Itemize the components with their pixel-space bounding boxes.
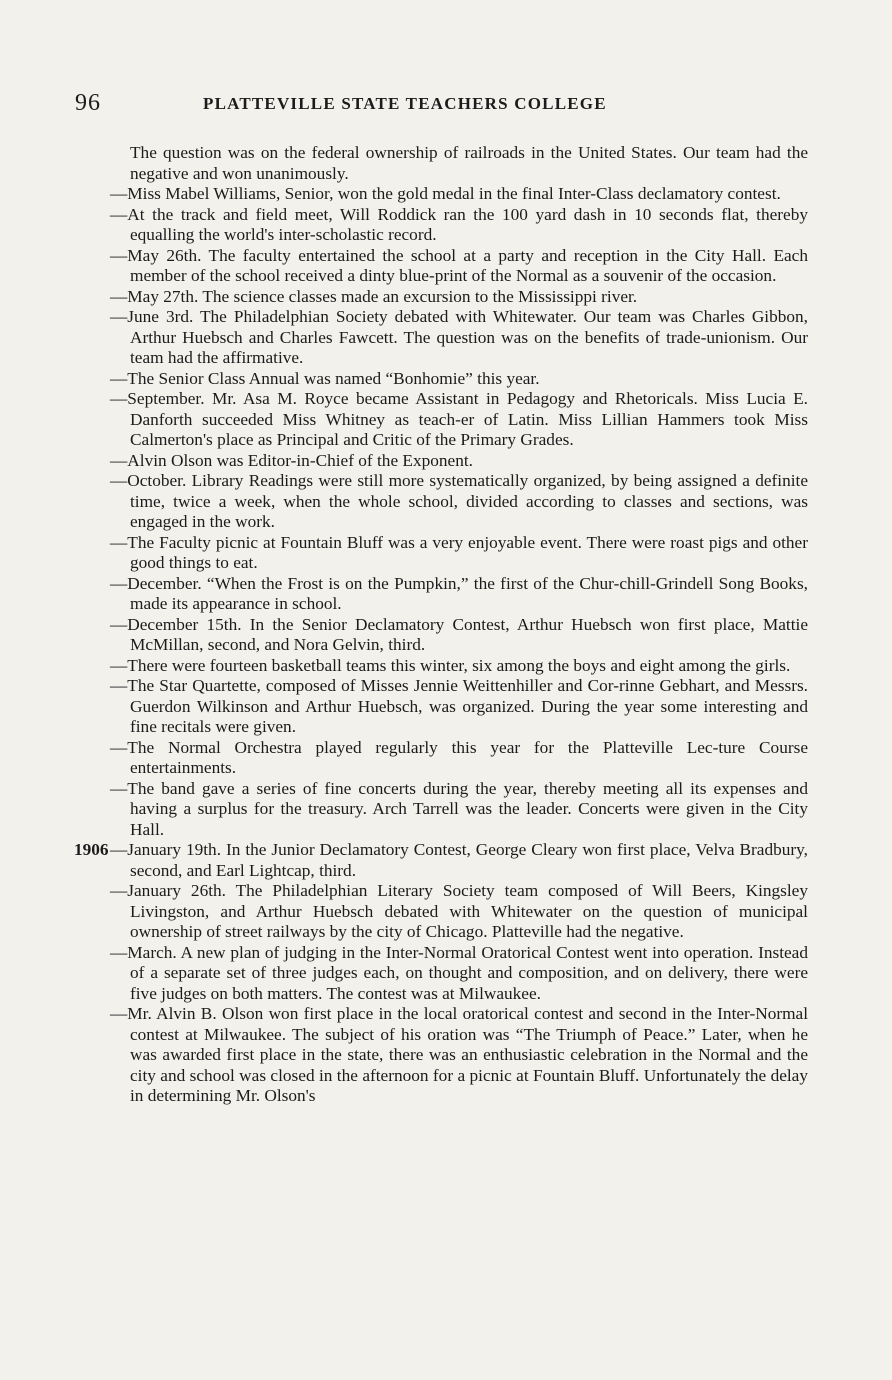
year-marker: 1906 bbox=[74, 840, 109, 859]
chronicle-entry bbox=[110, 778, 808, 841]
entry-text: —There were fourteen basketball teams this winter, six among the boys and eight among the girls. bbox=[110, 655, 791, 675]
chronicle-entry bbox=[110, 573, 808, 615]
chronicle-entry bbox=[110, 286, 808, 308]
entry-text: —The Normal Orchestra played regularly this year for the Platteville Lec-ture Course entertainments. bbox=[110, 737, 808, 777]
entry-text: —The band gave a series of fine concerts during the year, thereby meeting all its expenses and having a surplus for the treasury. Arch Tarrell was the leader. Concerts were given in the City Hall. bbox=[110, 778, 808, 839]
chronicle-entry bbox=[110, 942, 808, 1005]
entry-text: The question was on the federal ownership of railroads in the United States. Our team had the negative and won unanimously. bbox=[130, 143, 808, 183]
chronicle-entry bbox=[110, 532, 808, 574]
entry-text: —December 15th. In the Senior Declamatory Contest, Arthur Huebsch won first place, Mattie McMillan, second, and Nora Gelvin, third. bbox=[110, 614, 808, 654]
running-title: PLATTEVILLE STATE TEACHERS COLLEGE bbox=[203, 94, 607, 113]
entry-text: —The Senior Class Annual was named “Bonhomie” this year. bbox=[110, 368, 540, 388]
chronicle-entry bbox=[110, 184, 808, 205]
entry-text: —June 3rd. The Philadelphian Society debated with Whitewater. Our team was Charles Gibbon, Arthur Huebsch and Charles Fawcett. The question was on the benefits of trade-unionism. Our team had the affirmative. bbox=[110, 307, 808, 367]
chronicle-entry bbox=[74, 840, 808, 881]
entry-text: —Mr. Alvin B. Olson won first place in the local oratorical contest and second in the Inter-Normal contest at Milwaukee. The subject of his oration was “The Triumph of Peace.” Later, when he was awarded first place in the state, there was an enthusiastic celebration in the Normal and the city and school was closed in the afternoon for a picnic at Fountain Bluff. Unfortunately the delay in determining Mr. Olson's bbox=[110, 1004, 808, 1105]
chronicle-entry bbox=[110, 368, 808, 390]
chronicle-entry bbox=[110, 881, 808, 943]
chronicle-entry bbox=[110, 676, 808, 738]
entry-text: —January 26th. The Philadelphian Literary Society team composed of Will Beers, Kingsley Livingston, and Arthur Huebsch debated with Whitewater on the question of municipal ownership of street railways by the city of Chicago. Platteville had the negative. bbox=[110, 881, 808, 941]
chronicle-entry bbox=[110, 450, 808, 472]
chronicle-entry bbox=[110, 307, 808, 369]
entry-text: —March. A new plan of judging in the Inter-Normal Oratorical Contest went into operation. Instead of a separate set of three judges each, on thought and composition, and on delivery, there were five judges on both matters. The contest was at Milwaukee. bbox=[110, 942, 808, 1003]
chronicle-entry bbox=[130, 143, 808, 184]
entry-text: —The Star Quartette, composed of Misses Jennie Weittenhiller and Cor-rinne Gebhart, and Messrs. Guerdon Wilkinson and Arthur Huebsch, was organized. During the year some interesting and fine recitals were given. bbox=[110, 676, 808, 736]
entry-text: —January 19th. In the Junior Declamatory Contest, George Cleary won first place, Velva Bradbury, second, and Earl Lightcap, third. bbox=[110, 840, 808, 880]
page-number: 96 bbox=[75, 90, 101, 116]
page-header bbox=[75, 90, 815, 120]
entry-text: —May 27th. The science classes made an excursion to the Mississippi river. bbox=[110, 286, 638, 306]
entry-text: —December. “When the Frost is on the Pumpkin,” the first of the Chur-chill-Grindell Song Books, made its appearance in school. bbox=[110, 573, 808, 613]
entry-text: —The Faculty picnic at Fountain Bluff was a very enjoyable event. There were roast pigs and other good things to eat. bbox=[110, 532, 808, 572]
entry-text: —October. Library Readings were still more systematically organized, by being assigned a definite time, twice a week, when the whole school, divided according to classes and sections, was engaged in the work. bbox=[110, 471, 808, 531]
chronicle-entry bbox=[110, 1004, 808, 1107]
chronicle-entry bbox=[110, 471, 808, 533]
chronicle-entry bbox=[110, 204, 808, 246]
entry-text: —At the track and field meet, Will Roddick ran the 100 yard dash in 10 seconds flat, thereby equalling the world's inter-scholastic record. bbox=[110, 204, 808, 244]
chronicle-entry bbox=[110, 389, 808, 451]
chronicle-entry bbox=[110, 245, 808, 287]
chronicle-entry bbox=[110, 737, 808, 779]
chronicle-entry bbox=[110, 614, 808, 656]
page-body bbox=[0, 143, 892, 1107]
entry-text: —Alvin Olson was Editor-in-Chief of the Exponent. bbox=[110, 450, 473, 470]
entry-text: —May 26th. The faculty entertained the school at a party and reception in the City Hall. Each member of the school received a dinty blue-print of the Normal as a souvenir of the occasion. bbox=[110, 245, 808, 285]
chronicle-entry bbox=[110, 655, 808, 677]
entry-text: —September. Mr. Asa M. Royce became Assistant in Pedagogy and Rhetoricals. Miss Lucia E. Danforth succeeded Miss Whitney as teach-er of Latin. Miss Lillian Hammers took Miss Calmerton's place as Principal and Critic of the Primary Grades. bbox=[110, 389, 808, 449]
entry-text: —Miss Mabel Williams, Senior, won the gold medal in the final Inter-Class declamatory contest. bbox=[110, 184, 781, 203]
